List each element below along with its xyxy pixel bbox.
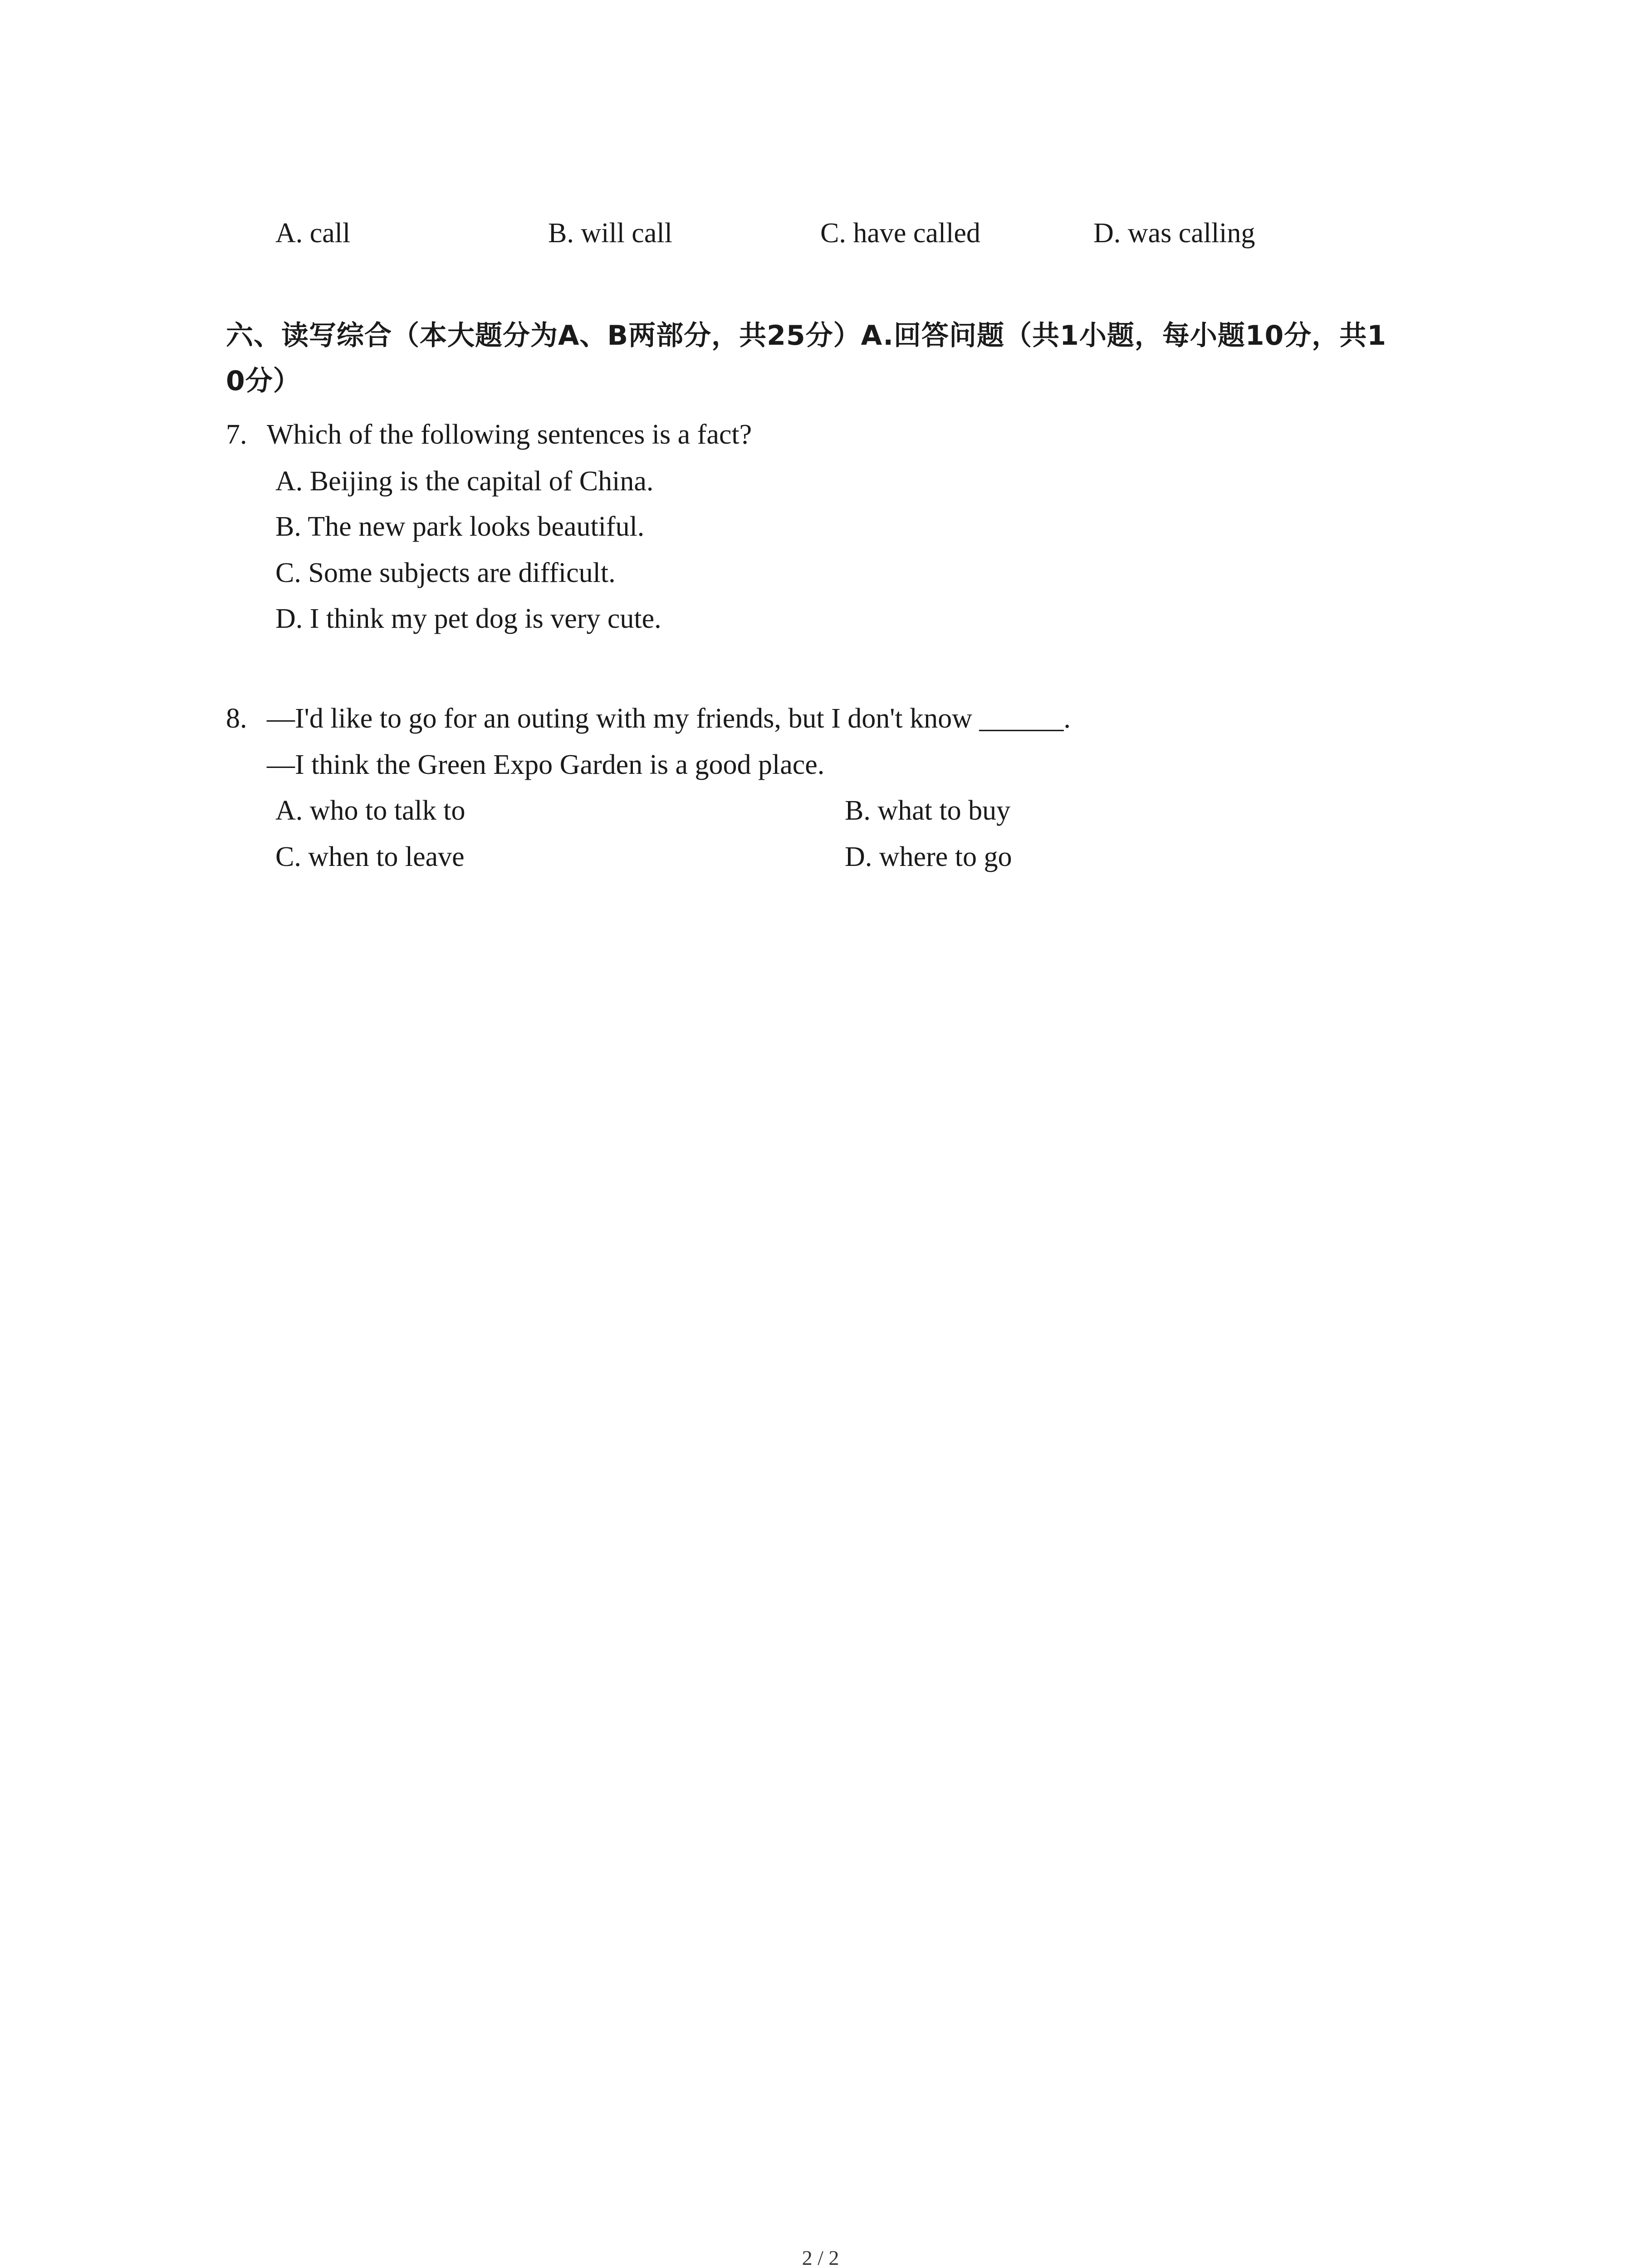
question7-option-a: A. Beijing is the capital of China.: [275, 466, 654, 497]
question7-stem: Which of the following sentences is a fact?: [267, 419, 752, 450]
question8-line1: —I'd like to go for an outing with my friends, but I don't know ______.: [267, 703, 1071, 734]
prev-option-d: D. was calling: [1093, 218, 1255, 249]
prev-option-a: A. call: [275, 218, 351, 249]
question7-option-c: C. Some subjects are difficult.: [275, 557, 616, 588]
question7-option-b: B. The new park looks beautiful.: [275, 511, 645, 542]
question7-option-d: D. I think my pet dog is very cute.: [275, 603, 661, 634]
question8-number: 8.: [226, 703, 247, 734]
question8-option-d: D. where to go: [845, 841, 1012, 872]
question8-option-b: B. what to buy: [845, 795, 1011, 826]
prev-option-c: C. have called: [820, 218, 980, 249]
prev-option-b: B. will call: [548, 218, 672, 249]
section-title-line1: 六、读写综合（本大题分为A、B两部分，共25分）A.回答问题（共1小题，每小题10分，共1: [226, 320, 1386, 352]
question8-option-c: C. when to leave: [275, 841, 465, 872]
question7-number: 7.: [226, 419, 247, 450]
question8-option-a: A. who to talk to: [275, 795, 465, 826]
section-title-line2: 0分）: [226, 365, 301, 397]
question8-line2: —I think the Green Expo Garden is a good place.: [267, 749, 825, 780]
page-number: 2 / 2: [802, 2246, 839, 2268]
